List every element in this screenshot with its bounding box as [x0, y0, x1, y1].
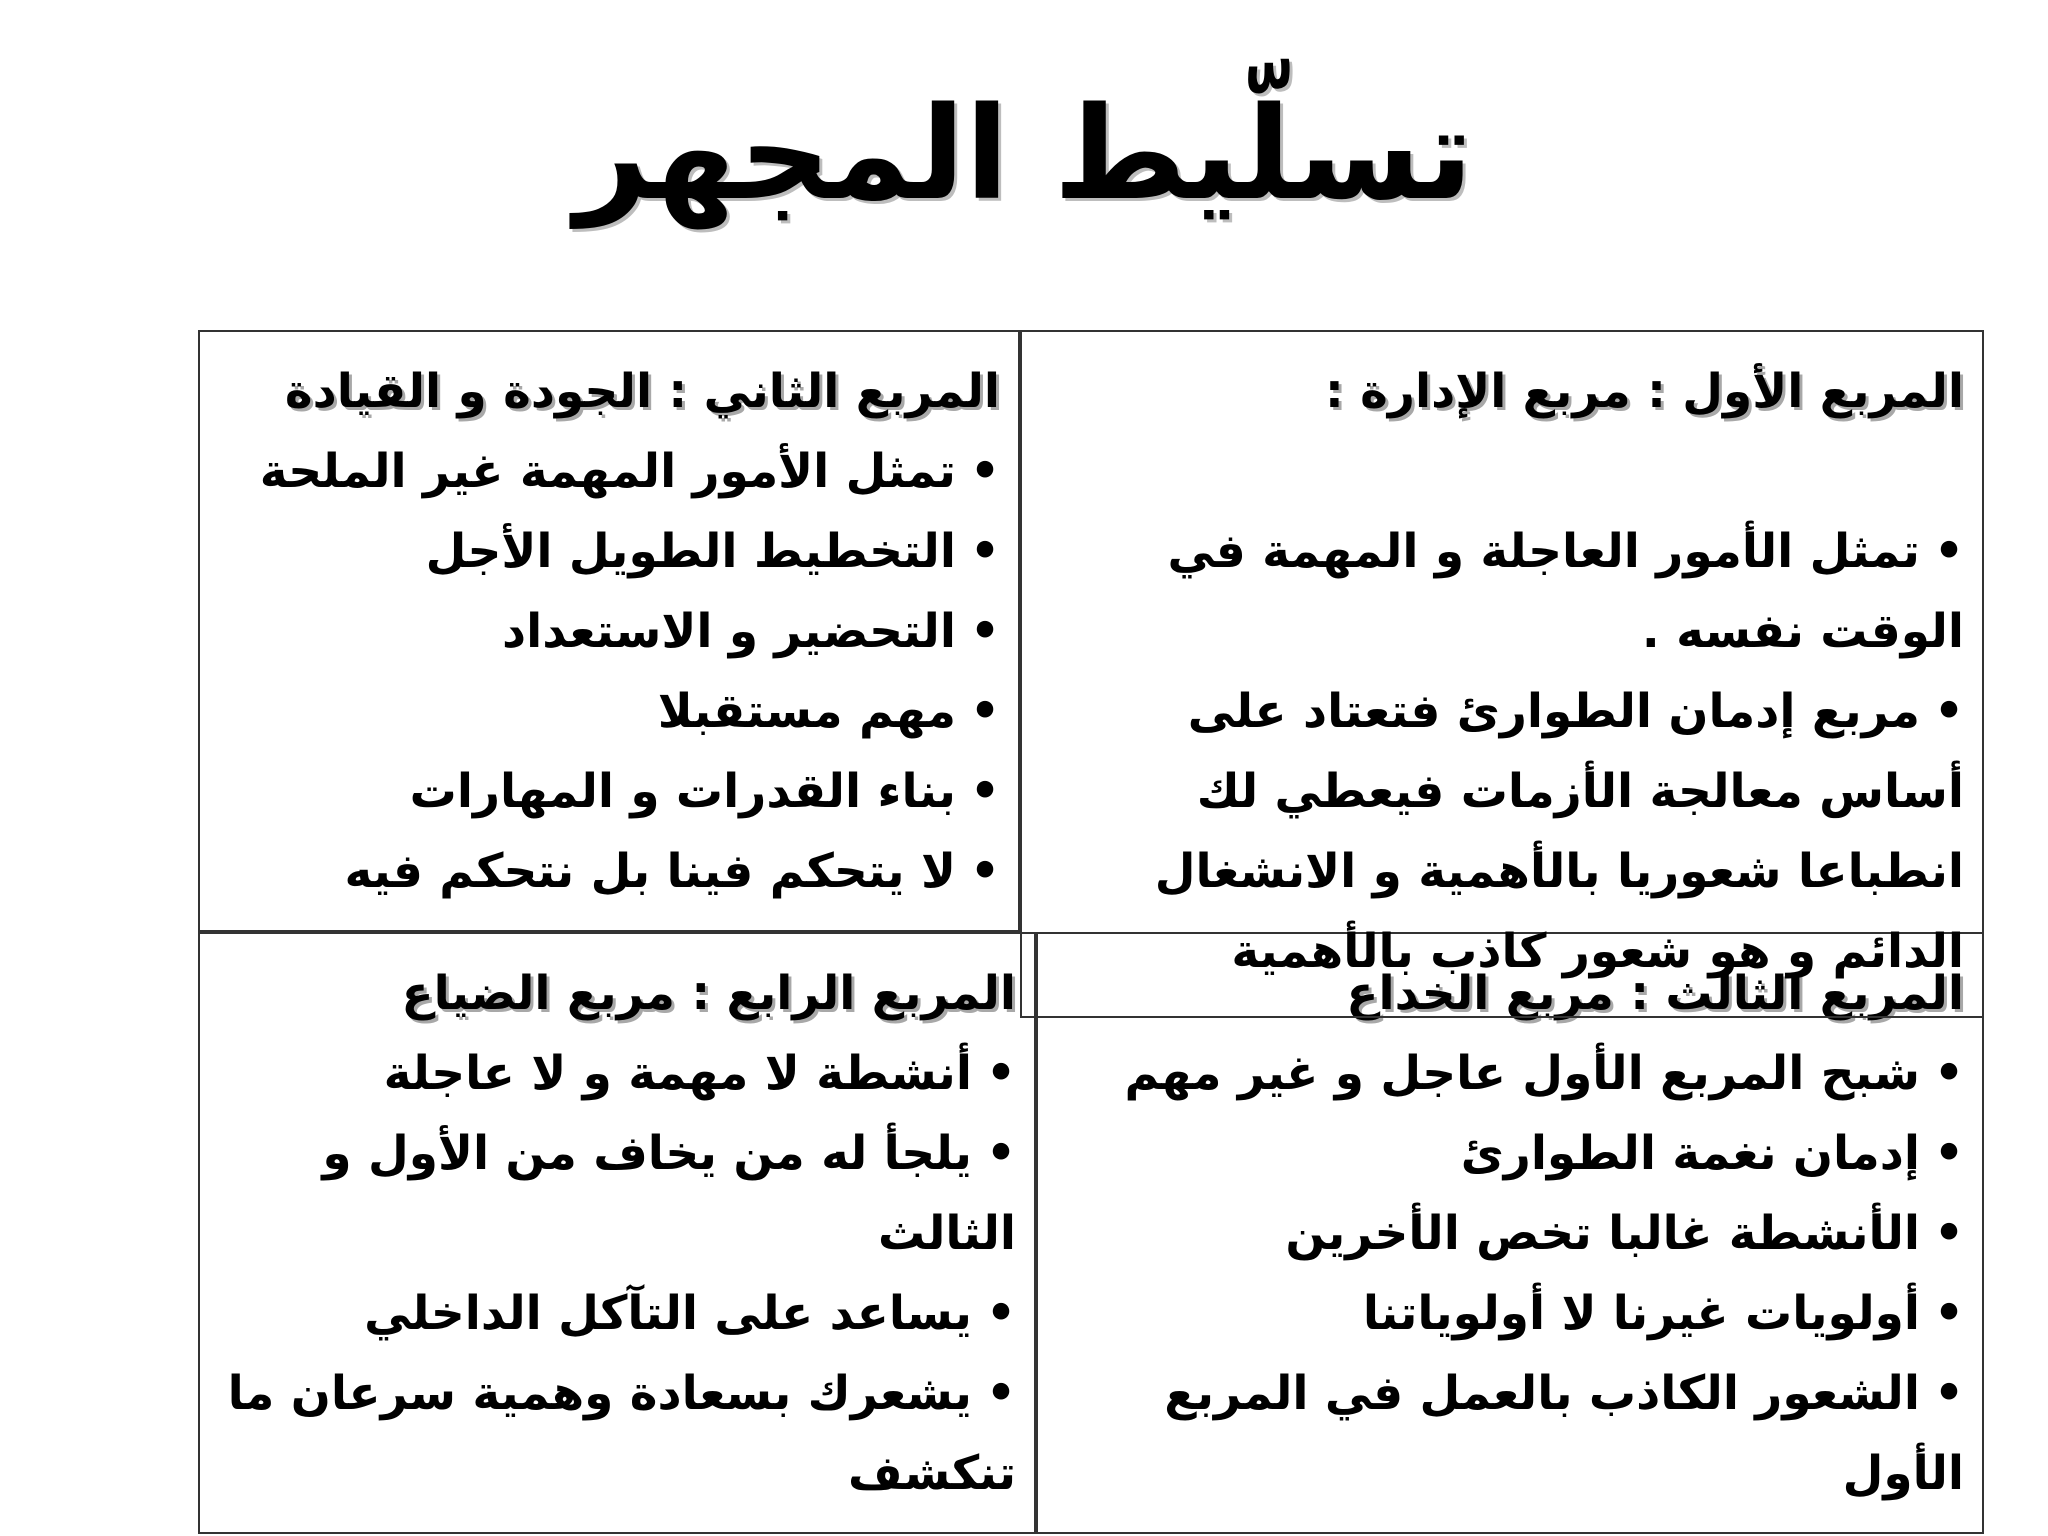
list-item: •يلجأ له من يخاف من الأول و الثالث [218, 1114, 1016, 1274]
bullet-icon: • [1933, 1286, 1964, 1341]
list-item: •الشعور الكاذب بالعمل في المربع الأول [1056, 1354, 1964, 1514]
bullet-icon: • [969, 524, 1000, 579]
list-item: •يشعرك بسعادة وهمية سرعان ما تنكشف [218, 1354, 1016, 1514]
list-item: •إدمان نغمة الطوارئ [1056, 1114, 1964, 1194]
bullet-icon: • [969, 684, 1000, 739]
bullet-icon: • [985, 1366, 1016, 1421]
list-item: •شبح المربع الأول عاجل و غير مهم [1056, 1034, 1964, 1114]
spacer [1040, 432, 1964, 512]
list-item: •لا يتحكم فينا بل نتحكم فيه [218, 832, 1000, 912]
list-item: •تمثل الأمور العاجلة و المهمة في الوقت نفسه . [1040, 512, 1964, 672]
quadrant-fourth-heading: المربع الرابع : مربع الضياع [401, 966, 1016, 1021]
bullet-icon: • [985, 1126, 1016, 1181]
list-item: •بناء القدرات و المهارات [218, 752, 1000, 832]
bullet-icon: • [1933, 1046, 1964, 1101]
bullet-icon: • [1933, 1366, 1964, 1421]
quadrant-third-heading: المربع الثالث : مربع الخداع [1346, 966, 1964, 1021]
quadrant-second-box [198, 330, 1020, 932]
bullet-icon: • [969, 444, 1000, 499]
quadrant-third-box [1036, 932, 1984, 1534]
quadrant-fourth-list [218, 1034, 1016, 1514]
list-item: •مهم مستقبلا [218, 672, 1000, 752]
bullet-icon: • [985, 1046, 1016, 1101]
quadrant-first-list [1040, 512, 1964, 992]
bullet-icon: • [1933, 684, 1964, 739]
list-item: •التخطيط الطويل الأجل [218, 512, 1000, 592]
quadrant-fourth-box [198, 932, 1036, 1534]
quadrant-second-heading: المربع الثاني : الجودة و القيادة [284, 364, 1000, 419]
list-item: •الأنشطة غالبا تخص الأخرين [1056, 1194, 1964, 1274]
list-item: •يساعد على التآكل الداخلي [218, 1274, 1016, 1354]
quadrant-third-list [1056, 1034, 1964, 1514]
list-item: •مربع إدمان الطوارئ فتعتاد على أساس معالجة الأزمات فيعطي لك انطباعا شعوريا بالأهمية و الانشغال الدائم و هو شعور كاذب بالأهمية [1040, 672, 1964, 992]
list-item: •أنشطة لا مهمة و لا عاجلة [218, 1034, 1016, 1114]
bullet-icon: • [969, 764, 1000, 819]
bullet-icon: • [1933, 1206, 1964, 1261]
quadrant-first-box [1020, 330, 1984, 1018]
bullet-icon: • [969, 844, 1000, 899]
list-item: •تمثل الأمور المهمة غير الملحة [218, 432, 1000, 512]
quadrant-second-list [218, 432, 1000, 912]
list-item: •التحضير و الاستعداد [218, 592, 1000, 672]
slide-title: تسلّيط المجهر [574, 80, 1474, 229]
bullet-icon: • [985, 1286, 1016, 1341]
bullet-icon: • [1933, 1126, 1964, 1181]
list-item: •أولويات غيرنا لا أولوياتنا [1056, 1274, 1964, 1354]
bullet-icon: • [1933, 524, 1964, 579]
quadrant-first-heading: المربع الأول : مربع الإدارة : [1325, 364, 1964, 419]
bullet-icon: • [969, 604, 1000, 659]
